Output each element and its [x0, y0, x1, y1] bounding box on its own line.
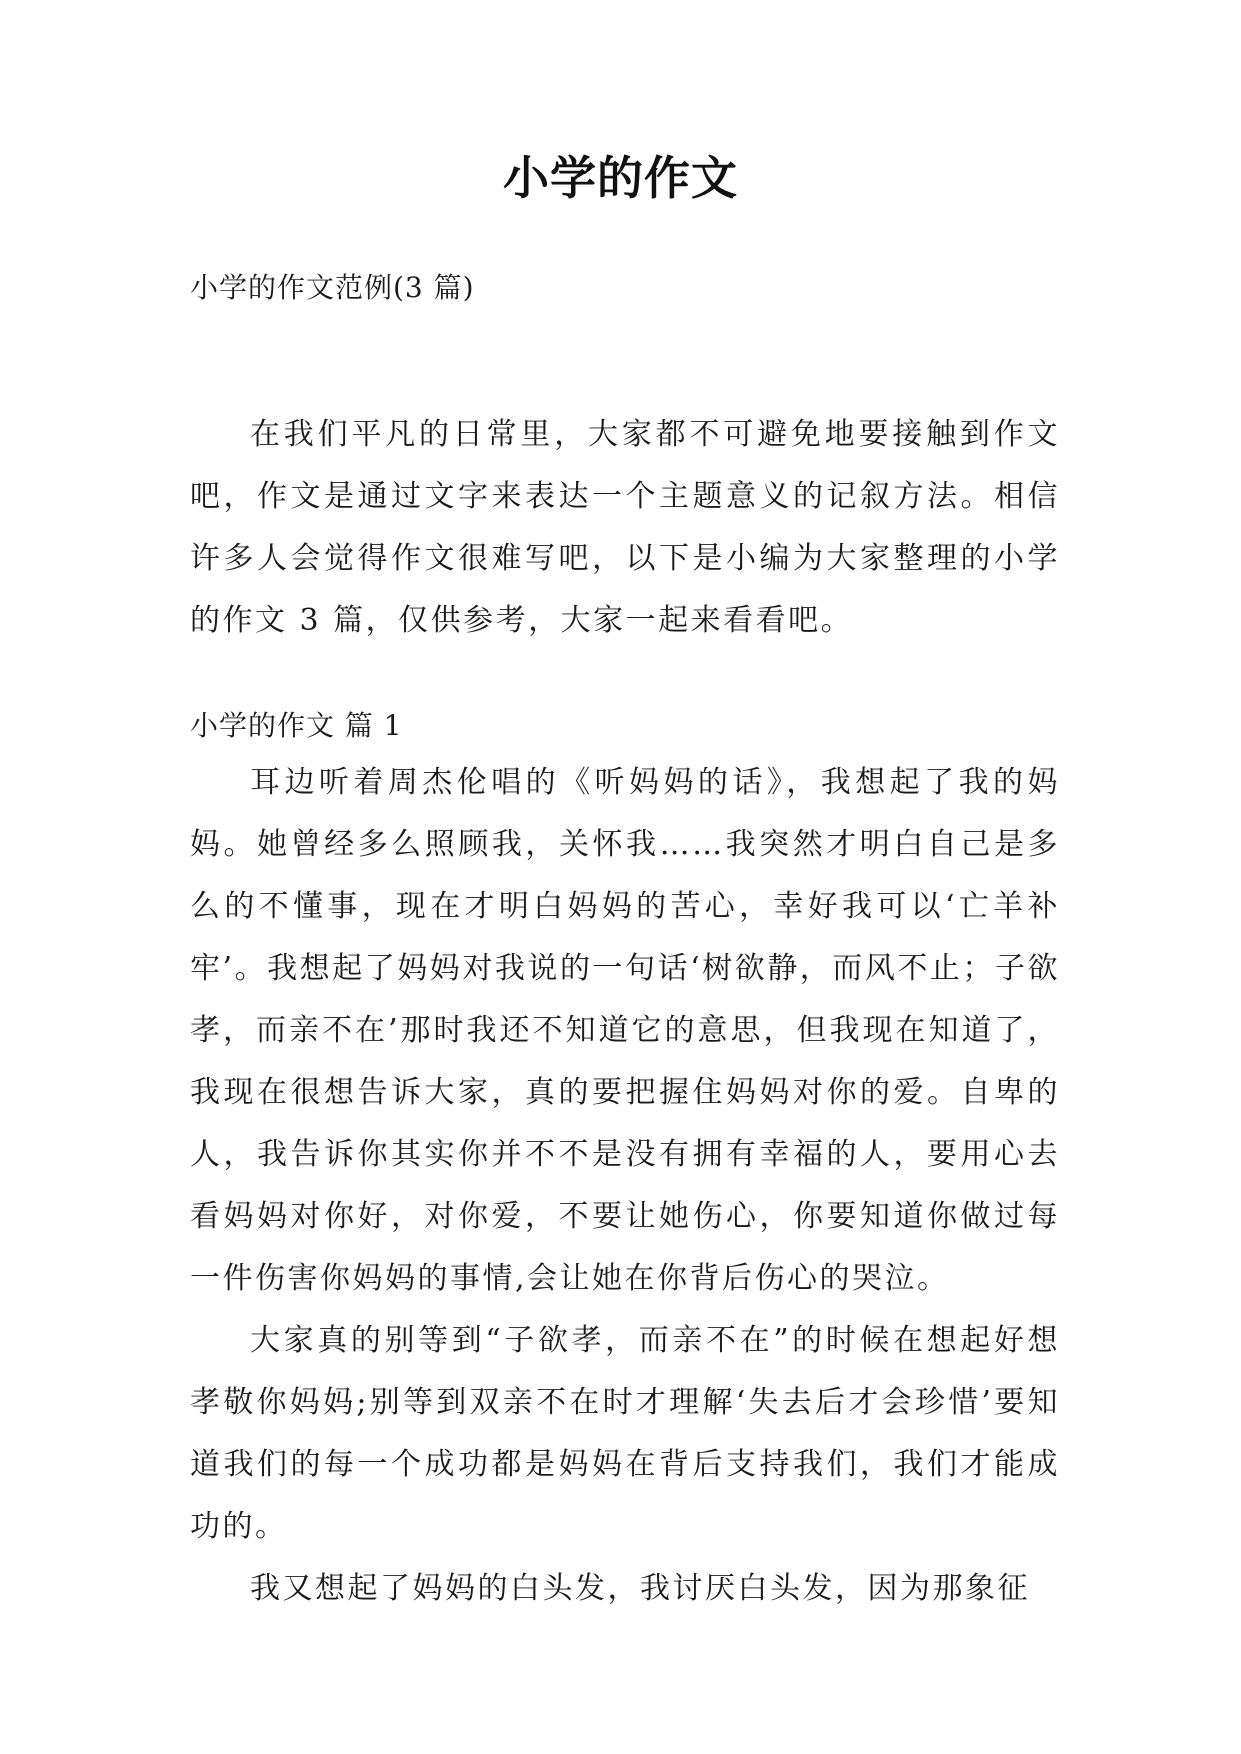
essay-body — [190, 752, 1060, 1620]
section-heading: 小学的作文 篇 1 — [190, 709, 403, 742]
essay-paragraph-2: 大家真的别等到“子欲孝，而亲不在”的时候在想起好想孝敬你妈妈;别等到双亲不在时才理解‘失去后才会珍惜’要知道我们的每一个成功都是妈妈在背后支持我们，我们才能成功的。 — [190, 1323, 1060, 1544]
essay-paragraph-3: 我又想起了妈妈的白头发，我讨厌白头发，因为那象征 — [250, 1571, 1030, 1606]
intro-paragraph: 在我们平凡的日常里，大家都不可避免地要接触到作文吧，作文是通过文字来表达一个主题意义的记叙方法。相信许多人会觉得作文很难写吧，以下是小编为大家整理的小学的作文 3 篇，仅供参考，大家一起来看看吧。 — [190, 417, 1060, 638]
document-title: 小学的作文 — [503, 151, 738, 205]
essay-paragraph-1: 耳边听着周杰伦唱的《听妈妈的话》，我想起了我的妈妈。她曾经多么照顾我，关怀我……我突然才明白自己是多么的不懂事，现在才明白妈妈的苦心，幸好我可以‘亡羊补牢’。我想起了妈妈对我说的一句话‘树欲静，而风不止；子欲孝，而亲不在’那时我还不知道它的意思，但我现在知道了，我现在很想告诉大家，真的要把握住妈妈对你的爱。自卑的人，我告诉你其实你并不不是没有拥有幸福的人，要用心去看妈妈对你好，对你爱，不要让她伤心，你要知道你做过每一件伤害你妈妈的事情,会让她在你背后伤心的哭泣。 — [190, 765, 1060, 1296]
document-subtitle: 小学的作文范例(3 篇) — [190, 271, 475, 304]
intro-block — [190, 404, 1060, 652]
